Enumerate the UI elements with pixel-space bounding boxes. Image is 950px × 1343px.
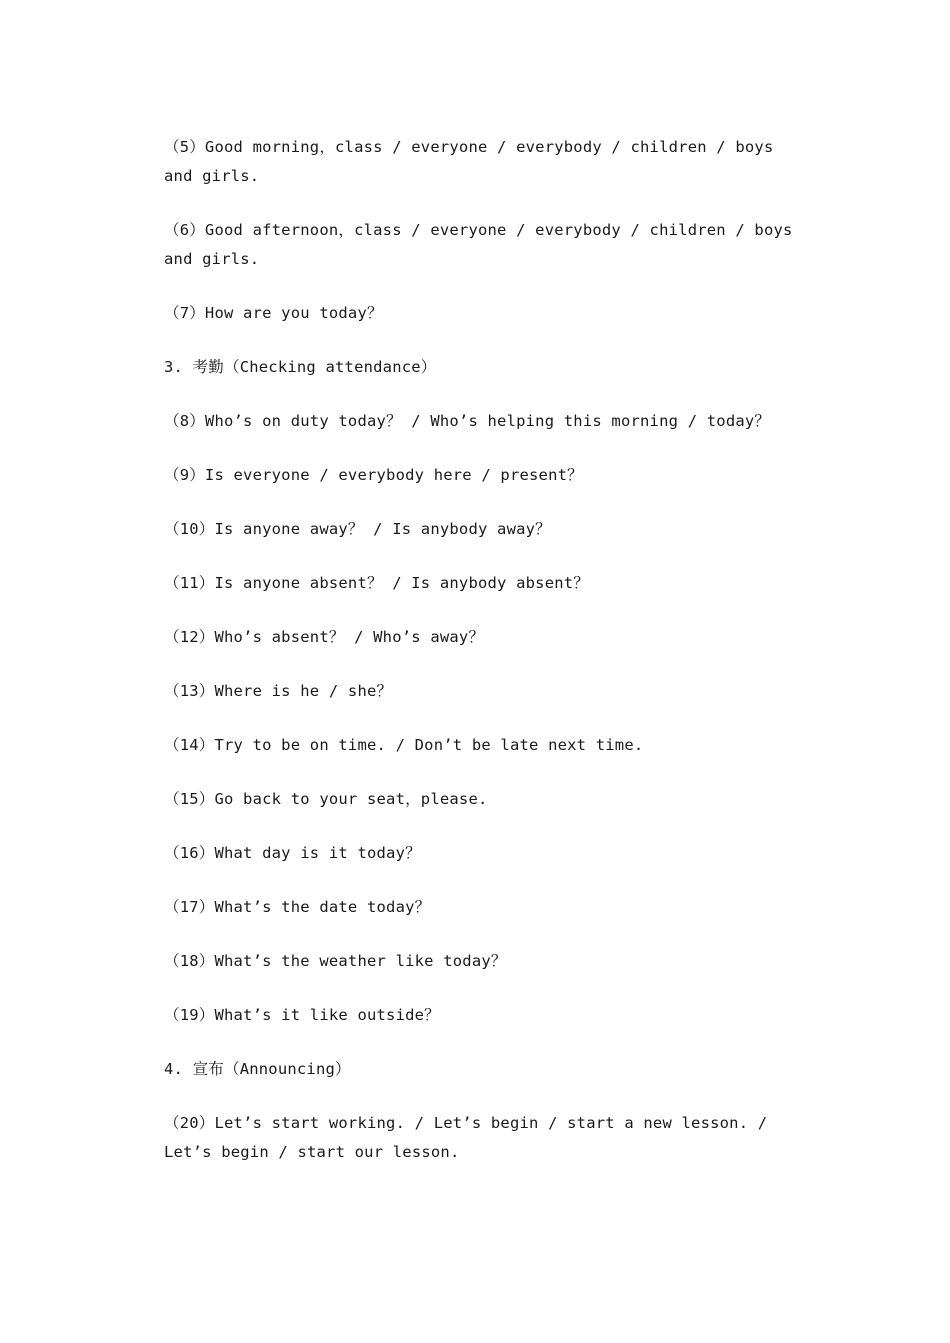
phrase-item-8: （8）Who’s on duty today？ / Who’s helping this morning / today？ xyxy=(164,412,771,430)
phrase-item-6: （6）Good afternoon，class / everyone / everybody / children / boys and girls. xyxy=(164,221,793,268)
phrase-item-14: （14）Try to be on time. / Don’t be late next time. xyxy=(164,736,644,754)
phrase-item-19: （19）What’s it like outside？ xyxy=(164,1006,440,1024)
phrase-item-13: （13）Where is he / she？ xyxy=(164,682,393,700)
section-heading-checking-attendance: 3. 考勤（Checking attendance） xyxy=(164,358,437,376)
phrase-item-11: （11）Is anyone absent？ / Is anybody absent？ xyxy=(164,574,590,592)
phrase-item-10: （10）Is anyone away？ / Is anybody away？ xyxy=(164,520,551,538)
phrase-item-5: （5）Good morning，class / everyone / everybody / children / boys and girls. xyxy=(164,138,774,185)
phrase-item-20: （20）Let’s start working. / Let’s begin / start a new lesson. / Let’s begin / start our lesson. xyxy=(164,1114,768,1161)
phrase-item-12: （12）Who’s absent？ / Who’s away？ xyxy=(164,628,485,646)
phrase-item-7: （7）How are you today？ xyxy=(164,304,383,322)
phrase-item-16: （16）What day is it today？ xyxy=(164,844,421,862)
phrase-item-17: （17）What’s the date today？ xyxy=(164,898,431,916)
phrase-item-18: （18）What’s the weather like today？ xyxy=(164,952,507,970)
phrase-item-9: （9）Is everyone / everybody here / present？ xyxy=(164,466,583,484)
phrase-item-15: （15）Go back to your seat，please. xyxy=(164,790,488,808)
document-body xyxy=(164,133,804,1192)
section-heading-announcing: 4. 宣布（Announcing） xyxy=(164,1060,351,1078)
